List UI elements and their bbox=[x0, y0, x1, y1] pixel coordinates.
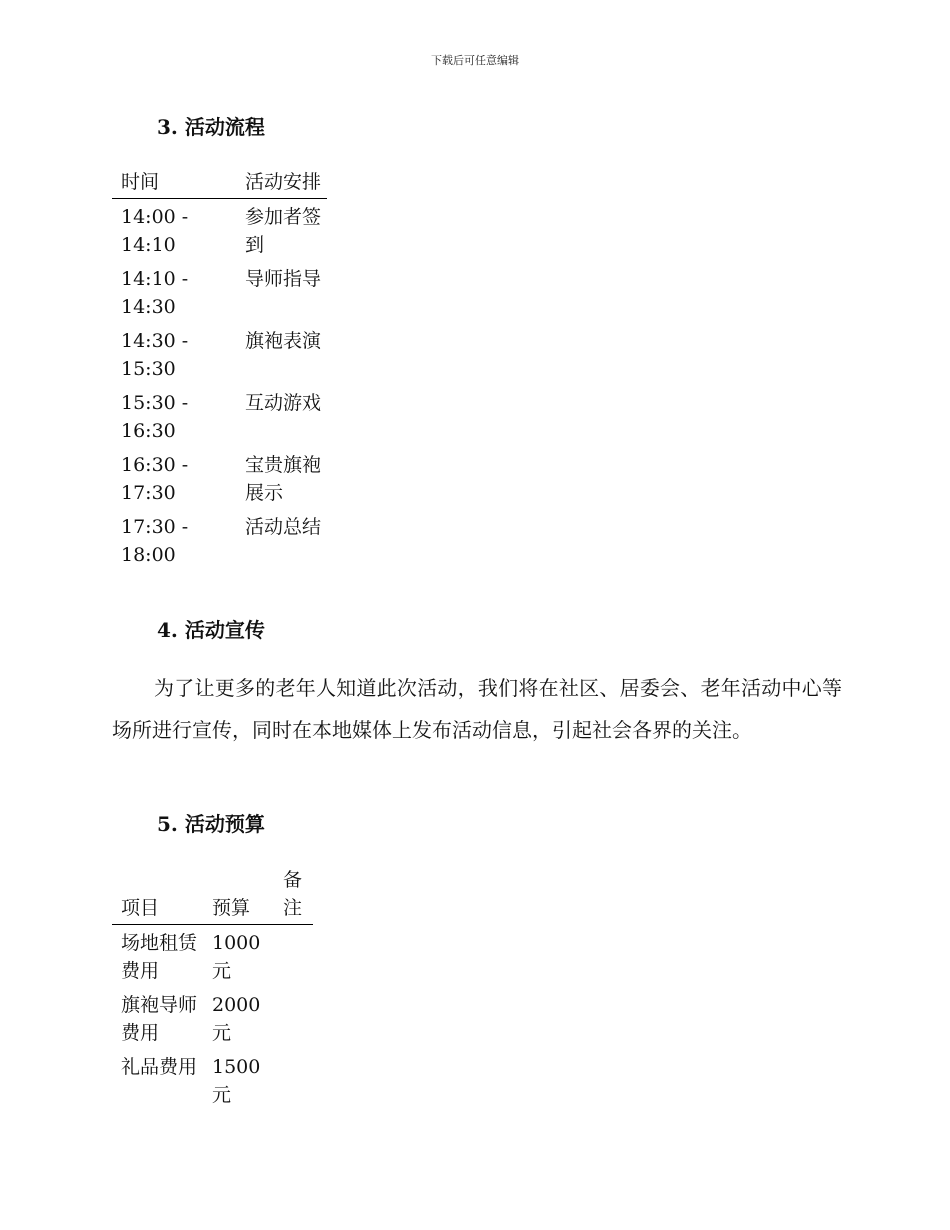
time-cell: 15:30 - 16:30 bbox=[121, 392, 189, 442]
time-cell: 16:30 - 17:30 bbox=[121, 454, 189, 504]
column-header-time: 时间 bbox=[112, 168, 236, 199]
table-row bbox=[112, 199, 327, 262]
activity-cell: 旗袍表演 bbox=[245, 330, 322, 352]
activity-cell: 宝贵旗袍展示 bbox=[245, 454, 322, 504]
section-heading-promotion: 4. 活动宣传 bbox=[157, 618, 265, 642]
column-header-activity: 活动安排 bbox=[236, 168, 327, 199]
time-cell: 17:30 - 18:00 bbox=[121, 516, 189, 566]
budget-cell: 1500元 bbox=[212, 1056, 261, 1106]
column-header-budget: 预算 bbox=[203, 866, 274, 925]
time-cell: 14:10 - 14:30 bbox=[121, 268, 189, 318]
activity-cell: 参加者签到 bbox=[245, 206, 322, 256]
section-heading-schedule: 3. 活动流程 bbox=[157, 115, 265, 139]
table-row bbox=[112, 385, 327, 447]
budget-cell: 1000元 bbox=[212, 932, 261, 982]
budget-cell: 2000元 bbox=[212, 994, 261, 1044]
note-cell bbox=[274, 925, 313, 988]
table-row bbox=[112, 925, 313, 988]
item-cell: 场地租赁费用 bbox=[121, 932, 198, 982]
note-cell bbox=[274, 1049, 313, 1111]
activity-cell: 互动游戏 bbox=[245, 392, 322, 414]
activity-cell: 导师指导 bbox=[245, 268, 322, 290]
table-row bbox=[112, 447, 327, 509]
table-header-row bbox=[112, 168, 327, 199]
column-header-item: 项目 bbox=[112, 866, 203, 925]
note-cell bbox=[274, 987, 313, 1049]
table-row bbox=[112, 1049, 313, 1111]
table-row bbox=[112, 323, 327, 385]
schedule-table bbox=[112, 168, 327, 571]
budget-table bbox=[112, 866, 313, 1111]
table-row bbox=[112, 261, 327, 323]
table-row bbox=[112, 509, 327, 571]
activity-cell: 活动总结 bbox=[245, 516, 322, 538]
item-cell: 旗袍导师费用 bbox=[121, 994, 198, 1044]
table-header-row bbox=[112, 866, 313, 925]
table-row bbox=[112, 987, 313, 1049]
section-heading-budget: 5. 活动预算 bbox=[157, 812, 265, 836]
time-cell: 14:30 - 15:30 bbox=[121, 330, 189, 380]
promotion-paragraph: 为了让更多的老年人知道此次活动，我们将在社区、居委会、老年活动中心等场所进行宣传，同时在本地媒体上发布活动信息，引起社会各界的关注。 bbox=[112, 676, 842, 742]
page-header: 下载后可任意编辑 bbox=[431, 54, 519, 67]
item-cell: 礼品费用 bbox=[121, 1056, 198, 1078]
column-header-note: 备注 bbox=[274, 866, 313, 925]
time-cell: 14:00 - 14:10 bbox=[121, 206, 189, 256]
